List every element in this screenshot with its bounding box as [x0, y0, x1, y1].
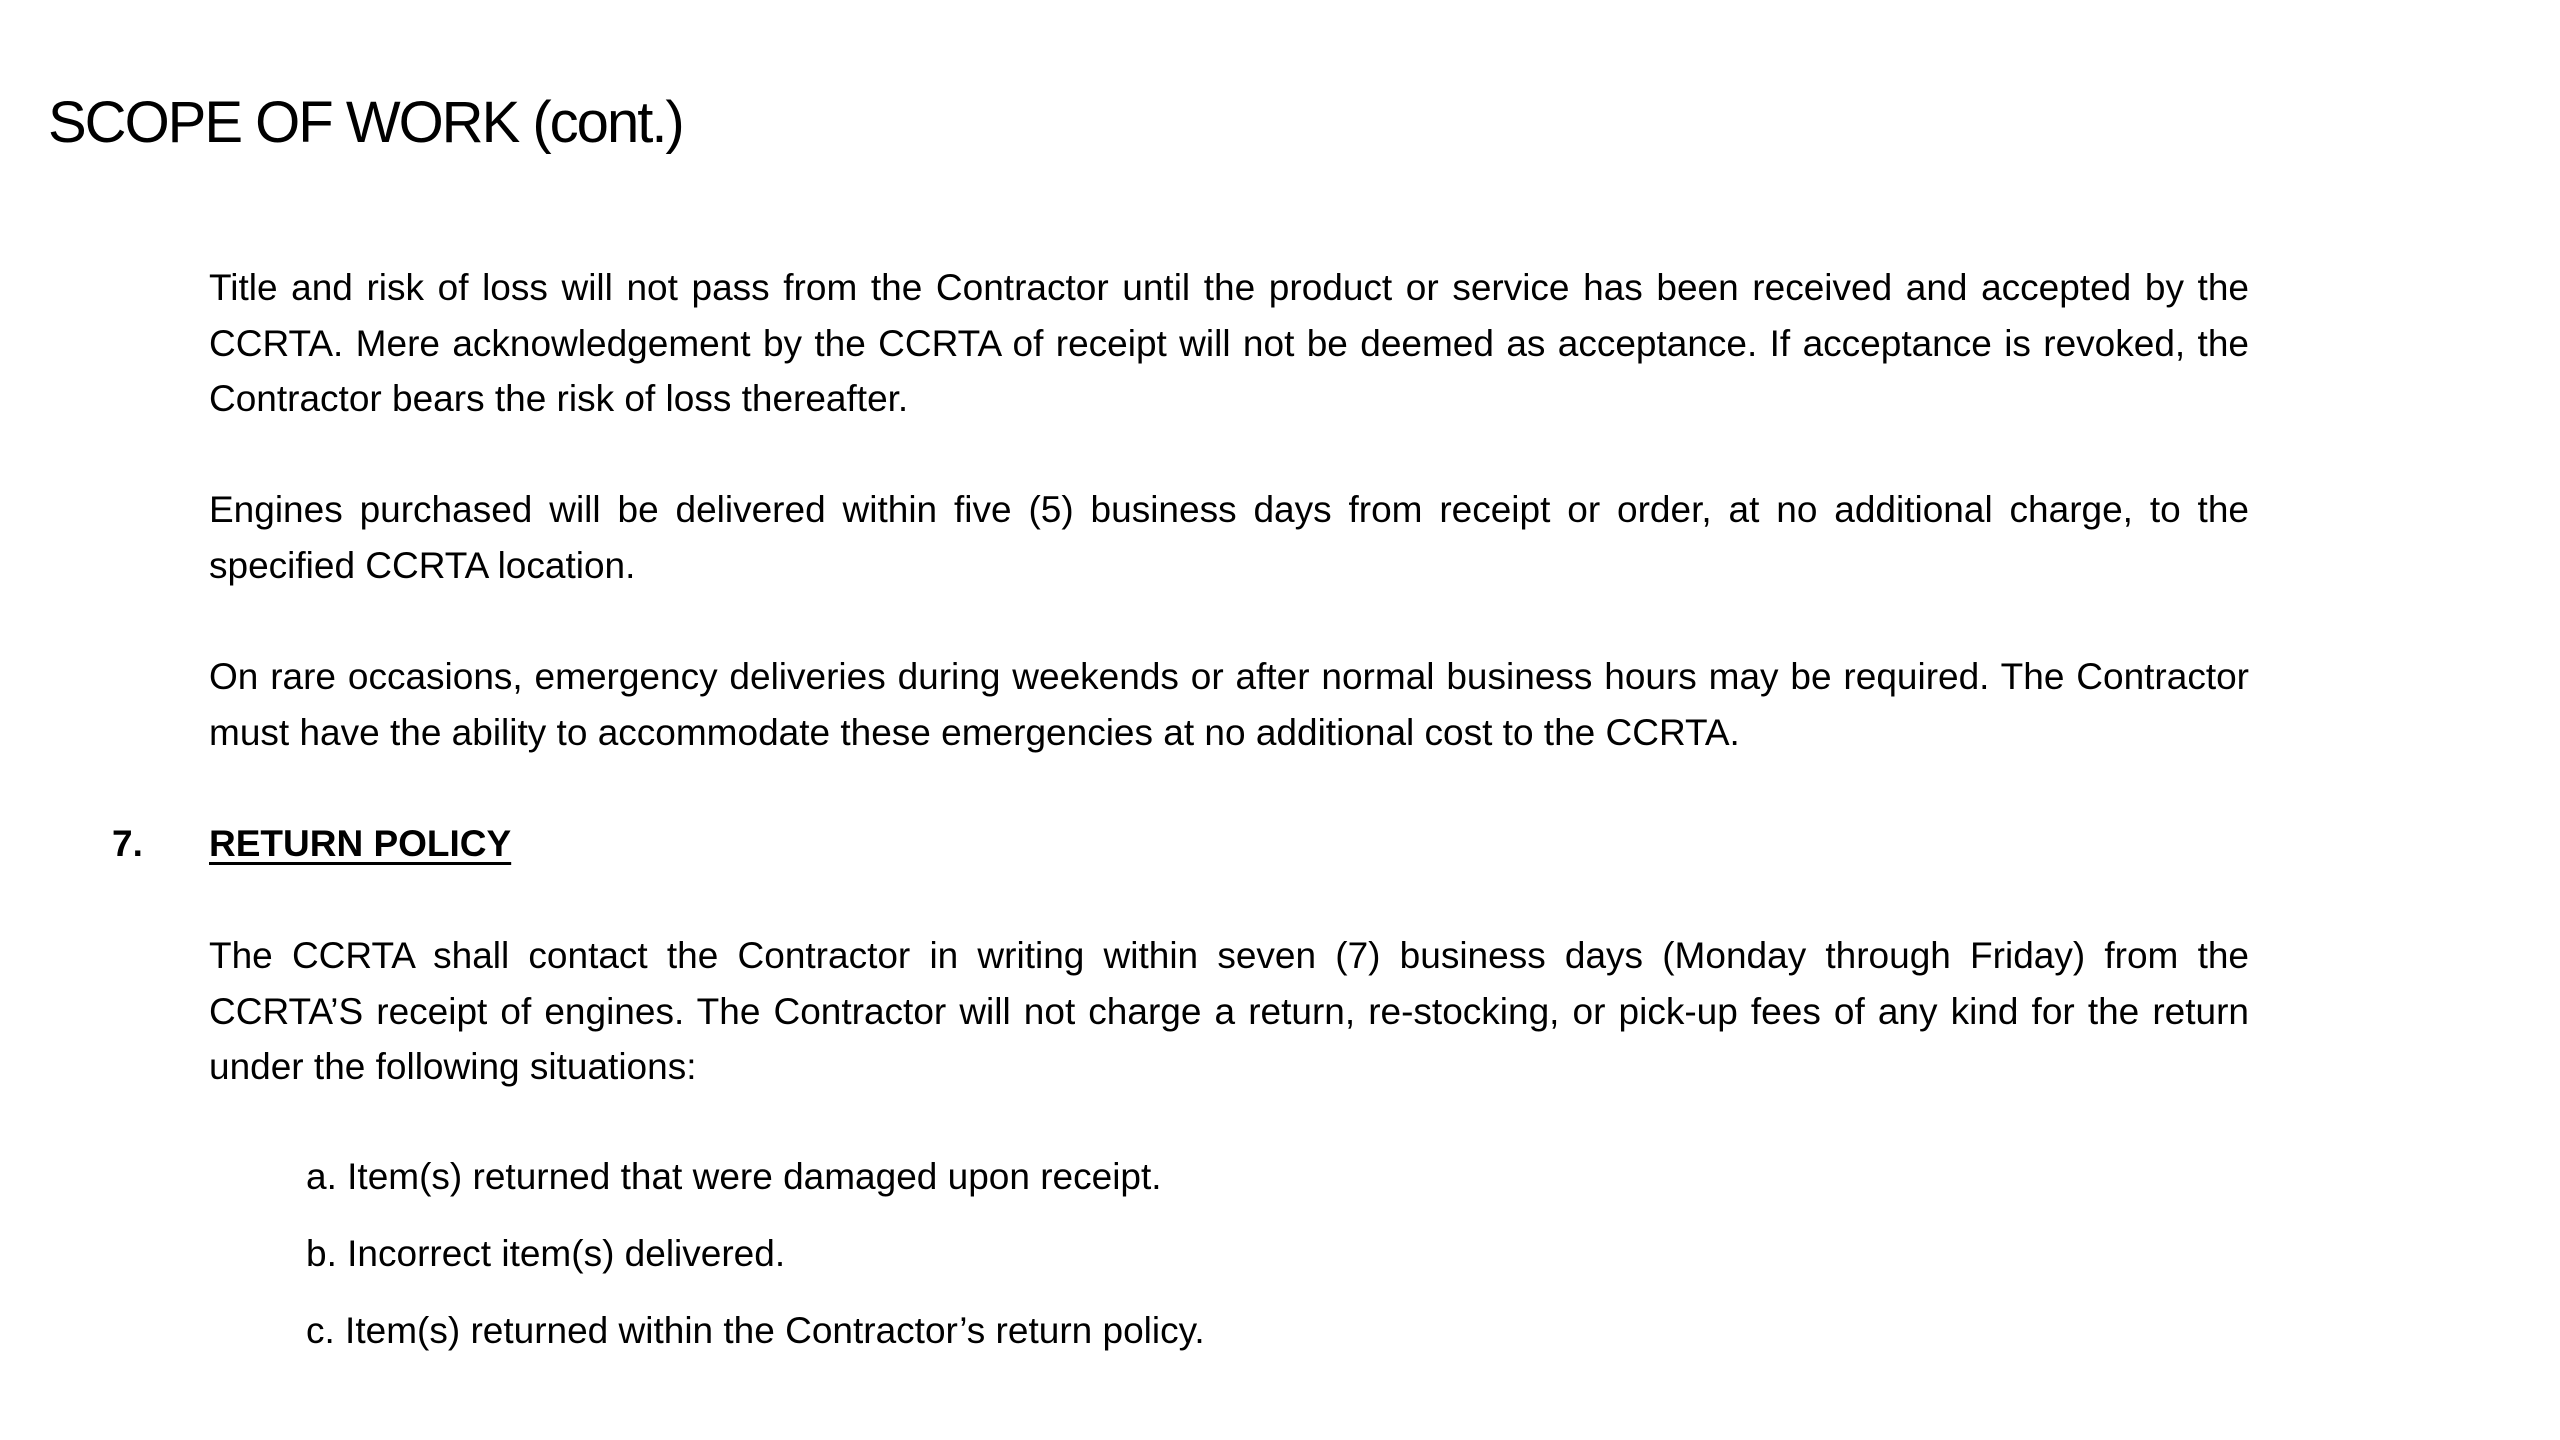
- list-item: b. Incorrect item(s) delivered.: [306, 1233, 786, 1274]
- list-item: c. Item(s) returned within the Contractor’s return policy.: [306, 1310, 1205, 1351]
- section-number: 7.: [112, 823, 143, 864]
- paragraph-emergency-deliveries: On rare occasions, emergency deliveries during weekends or after normal business hours may be required. The Contractor must have the ability to accommodate these emergencies at no additional cost to the CCRTA.: [209, 656, 2249, 753]
- section-heading: [0, 816, 2560, 872]
- paragraph-risk-of-loss: Title and risk of loss will not pass from the Contractor until the product or service has been received and accepted by the CCRTA. Mere acknowledgement by the CCRTA of receipt will not be deemed as acceptance. If acceptance is revoked, the Contractor bears the risk of loss thereafter.: [209, 267, 2249, 419]
- list-item: a. Item(s) returned that were damaged upon receipt.: [306, 1156, 1162, 1197]
- return-situations-list: [306, 1149, 1205, 1380]
- page-title: SCOPE OF WORK (cont.): [48, 90, 683, 155]
- section-title: RETURN POLICY: [209, 823, 512, 864]
- paragraph-delivery: Engines purchased will be delivered within five (5) business days from receipt or order, at no additional charge, to the specified CCRTA location.: [209, 489, 2249, 586]
- paragraph-return-policy: The CCRTA shall contact the Contractor in writing within seven (7) business days (Monday through Friday) from the CCRTA’S receipt of engines. The Contractor will not charge a return, re-stocking, or pick-up fees of any kind for the return under the following situations:: [209, 935, 2249, 1087]
